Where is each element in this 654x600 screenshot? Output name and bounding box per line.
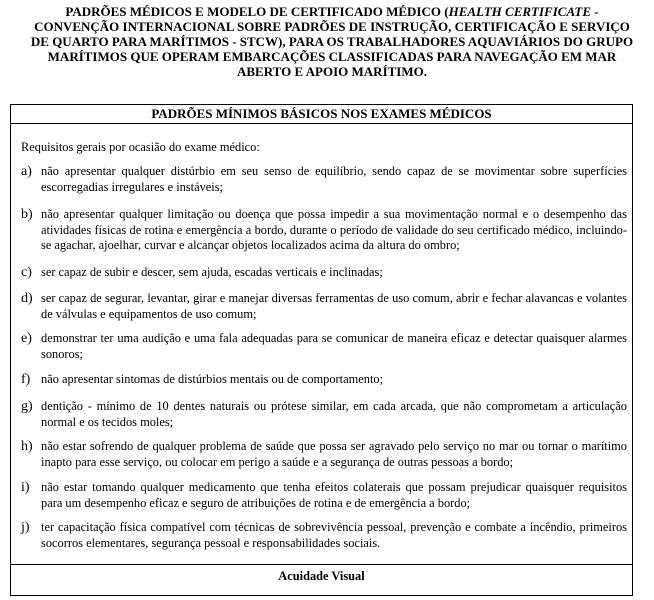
requirement-item-b xyxy=(21,207,627,254)
title-italic: HEALTH CERTIFICATE xyxy=(448,4,592,19)
item-text: demonstrar ter uma audição e uma fala adequadas para se comunicar de maneira eficaz e detectar quaisquer alarmes sonoros; xyxy=(41,331,627,361)
item-text: ser capaz de segurar, levantar, girar e manejar diversas ferramentas de uso comum, abrir e fechar alavancas e volantes de válvulas e equipamentos de uso comum; xyxy=(41,291,627,321)
item-text: não apresentar qualquer limitação ou doença que possa impedir a sua movimentação normal e o desempenho das atividades físicas de rotina e emergência a bordo, durante o período de validade do seu certificado médico, incluindo-se agachar, ajoelhar, curvar e alcançar objetos localizados acima da altura do ombro; xyxy=(41,207,627,252)
item-letter: g) xyxy=(21,399,33,414)
standards-table xyxy=(10,104,633,596)
requirement-item-j xyxy=(21,520,627,551)
table-intro: Requisitos gerais por ocasião do exame médico: xyxy=(21,140,260,154)
document-title xyxy=(26,4,638,79)
requirement-item-f xyxy=(21,372,627,388)
item-text: dentição - mínimo de 10 dentes naturais ou prótese similar, em cada arcada, que não comprometam a articulação normal e os tecidos moles; xyxy=(41,399,627,429)
item-letter: b) xyxy=(21,207,33,222)
requirement-item-e xyxy=(21,331,627,362)
requirement-item-g xyxy=(21,399,627,430)
item-letter: c) xyxy=(21,265,32,280)
requirement-item-i xyxy=(21,480,627,511)
item-text: ser capaz de subir e descer, sem ajuda, escadas verticais e inclinadas; xyxy=(41,265,383,279)
item-letter: j) xyxy=(21,520,30,535)
row-divider xyxy=(11,564,632,565)
item-text: não apresentar sintomas de distúrbios mentais ou de comportamento; xyxy=(41,372,384,386)
item-letter: f) xyxy=(21,372,31,387)
title-part-1: PADRÕES MÉDICOS E MODELO DE CERTIFICADO MÉDICO ( xyxy=(65,4,449,19)
item-letter: d) xyxy=(21,291,33,306)
item-letter: a) xyxy=(21,164,32,179)
item-text: não apresentar qualquer distúrbio em seu senso de equilíbrio, sendo capaz de se movimentar sobre superfícies escorregadias irregulares e instáveis; xyxy=(41,164,627,194)
item-letter: i) xyxy=(21,480,30,495)
item-text: não estar tomando qualquer medicamento que tenha efeitos colaterais que possam prejudicar quaisquer requisitos para um desempenho eficaz e seguro de atribuições de rotina e de emergência a bordo; xyxy=(41,480,627,510)
item-text: não estar sofrendo de qualquer problema de saúde que possa ser agravado pelo serviço no mar ou tornar o marítimo inapto para esse serviço, ou colocar em perigo a saúde e a segurança de outras pessoas a bordo; xyxy=(41,439,627,469)
requirement-item-h xyxy=(21,439,627,470)
title-part-2: - CONVENÇÃO INTERNACIONAL SOBRE PADRÕES DE INSTRUÇÃO, CERTIFICAÇÃO E SERVIÇO DE QUARTO PARA MARÍTIMOS - STCW), PARA OS TRABALHADORES AQUAVIÁRIOS DO GRUPO MARÍTIMOS QUE OPERAM EMBARCAÇÕES CLASSIFICADAS PARA NAVEGAÇÃO EM MAR ABERTO E APOIO MARÍTIMO. xyxy=(30,4,634,79)
table-heading: PADRÕES MÍNIMOS BÁSICOS NOS EXAMES MÉDICOS xyxy=(11,105,632,124)
requirement-item-a xyxy=(21,164,627,195)
requirement-item-c xyxy=(21,265,627,281)
item-letter: h) xyxy=(21,439,33,454)
requirement-item-d xyxy=(21,291,627,322)
item-text: ter capacitação física compatível com técnicas de sobrevivência pessoal, prevenção e combate a incêndio, primeiros socorros elementares, segurança pessoal e responsabilidades sociais. xyxy=(41,520,627,550)
section-heading-visual-acuity: Acuidade Visual xyxy=(278,569,365,583)
item-letter: e) xyxy=(21,331,32,346)
